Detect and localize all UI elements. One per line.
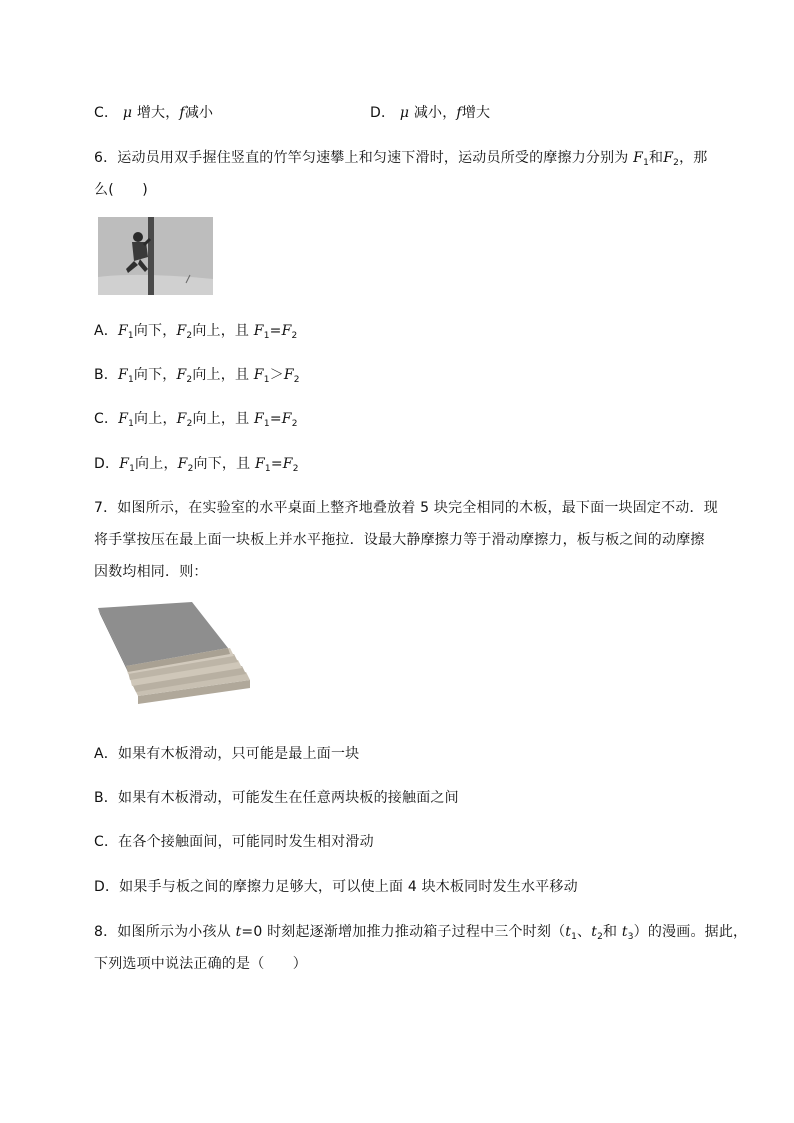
force-symbol: F xyxy=(119,456,130,472)
force-symbol: F xyxy=(117,323,128,339)
option-text: 减小 xyxy=(184,105,214,121)
time-symbol: t xyxy=(565,924,572,940)
relation-sign: = xyxy=(270,456,283,472)
q7-stem-line1 xyxy=(94,497,718,517)
relation-sign: = xyxy=(269,323,282,339)
q6-stem-text: 6．运动员用双手握住竖直的竹竿匀速攀上和匀速下滑时，运动员所受的摩擦力分别为 xyxy=(94,150,634,166)
option-text: 向上，且 xyxy=(192,323,254,339)
force-symbol: F xyxy=(176,323,187,339)
subscript: 2 xyxy=(186,375,193,385)
subscript: 2 xyxy=(673,158,680,168)
option-text: 向下， xyxy=(133,323,177,339)
q5-option-d xyxy=(370,102,490,122)
force-symbol: F xyxy=(281,323,292,339)
option-text: 向下， xyxy=(133,367,177,383)
stacked-boards-illustration xyxy=(96,600,256,712)
subscript: 2 xyxy=(291,419,298,429)
mu-symbol: μ xyxy=(122,105,133,121)
force-symbol: F xyxy=(118,411,129,427)
option-letter: A． xyxy=(94,323,118,339)
subscript: 2 xyxy=(293,375,300,385)
option-text: 向下，且 xyxy=(193,456,255,472)
force-symbol: F xyxy=(253,411,264,427)
subscript: 1 xyxy=(264,464,271,474)
force-symbol: F xyxy=(281,411,292,427)
subscript: 1 xyxy=(129,464,136,474)
q6-stem-text: 和 xyxy=(649,150,664,166)
option-text: B．如果有木板滑动，可能发生在任意两块板的接触面之间 xyxy=(94,790,459,806)
q7-stem-text: 因数均相同．则： xyxy=(94,564,208,580)
q6-option-a xyxy=(94,320,297,340)
q7-stem-line3 xyxy=(94,561,208,581)
force-symbol: F xyxy=(633,150,644,166)
subscript: 1 xyxy=(127,331,134,341)
q6-stem-text: 么( ) xyxy=(94,182,148,198)
q8-stem-text: 、 xyxy=(577,924,592,940)
q7-option-d xyxy=(94,876,578,896)
subscript: 2 xyxy=(186,331,193,341)
subscript: 1 xyxy=(128,419,135,429)
q7-option-c xyxy=(94,831,374,851)
subscript: 1 xyxy=(263,331,270,341)
f-symbol: f xyxy=(456,105,462,121)
climber-illustration xyxy=(98,217,213,295)
q6-option-d xyxy=(94,453,299,473)
subscript: 2 xyxy=(291,331,298,341)
relation-sign: = xyxy=(269,411,282,427)
subscript: 3 xyxy=(627,932,634,942)
option-text: 向上， xyxy=(134,411,177,427)
q6-stem-line2 xyxy=(94,179,148,199)
force-symbol: F xyxy=(176,411,187,427)
q8-stem-line2 xyxy=(94,953,307,973)
subscript: 1 xyxy=(571,932,578,942)
q8-stem-text: ）的漫画。据此， xyxy=(633,924,748,940)
option-text: D．如果手与板之间的摩擦力足够大，可以使上面 4 块木板同时发生水平移动 xyxy=(94,879,578,895)
option-text: C．在各个接触面间，可能同时发生相对滑动 xyxy=(94,834,374,850)
q7-stacked-boards-figure xyxy=(96,600,256,712)
q7-stem-text: 将手掌按压在最上面一块板上并水平拖拉．设最大静摩擦力等于滑动摩擦力，板与板之间的动摩擦 xyxy=(94,532,705,548)
q8-stem-line1 xyxy=(94,921,747,941)
option-letter: C． xyxy=(94,411,119,427)
q6-option-c xyxy=(94,408,298,428)
q8-stem-text: 和 xyxy=(603,924,622,940)
q5-option-c xyxy=(94,102,213,122)
option-text: 增大， xyxy=(136,105,180,121)
q7-stem-line2 xyxy=(94,529,705,549)
q8-stem-text: 8．如图所示为小孩从 xyxy=(94,924,236,940)
climber-head xyxy=(133,232,143,242)
force-symbol: F xyxy=(177,456,188,472)
q6-climber-photo xyxy=(98,217,213,295)
q8-stem-text: =0 时刻起逐渐增加推力推动箱子过程中三个时刻（ xyxy=(241,924,566,940)
subscript: 2 xyxy=(597,932,604,942)
subscript: 1 xyxy=(643,158,650,168)
relation-sign: ＞ xyxy=(269,367,284,383)
option-text: 增大 xyxy=(461,105,491,121)
force-symbol: F xyxy=(253,367,264,383)
q6-stem-text: ，那 xyxy=(679,150,708,166)
option-letter: D． xyxy=(370,105,396,121)
option-letter: D． xyxy=(94,456,120,472)
force-symbol: F xyxy=(176,367,187,383)
option-letter: B． xyxy=(94,367,119,383)
subscript: 2 xyxy=(187,464,194,474)
option-text: 减小， xyxy=(413,105,457,121)
force-symbol: F xyxy=(663,150,674,166)
option-text: A．如果有木板滑动，只可能是最上面一块 xyxy=(94,746,360,762)
q7-option-a xyxy=(94,743,359,763)
subscript: 2 xyxy=(292,464,299,474)
subscript: 2 xyxy=(186,419,193,429)
q6-option-b xyxy=(94,364,300,384)
q6-stem-line1 xyxy=(94,147,707,167)
q7-stem-text: 7．如图所示，在实验室的水平桌面上整齐地叠放着 5 块完全相同的木板，最下面一块固定不动．现 xyxy=(94,500,718,516)
f-symbol: f xyxy=(179,105,185,121)
force-symbol: F xyxy=(253,323,264,339)
subscript: 1 xyxy=(263,375,270,385)
force-symbol: F xyxy=(282,456,293,472)
force-symbol: F xyxy=(254,456,265,472)
option-text: 向上，且 xyxy=(192,367,254,383)
q8-stem-text: 下列选项中说法正确的是（ ） xyxy=(94,956,307,972)
q7-option-b xyxy=(94,787,459,807)
option-letter: C． xyxy=(94,105,119,121)
option-text: 向上， xyxy=(135,456,178,472)
bamboo-pole xyxy=(148,217,154,295)
force-symbol: F xyxy=(283,367,294,383)
time-symbol: t xyxy=(235,924,242,940)
force-symbol: F xyxy=(118,367,128,383)
mu-symbol: μ xyxy=(399,105,410,121)
subscript: 1 xyxy=(127,375,134,385)
option-text: 向上，且 xyxy=(192,411,254,427)
time-symbol: t xyxy=(591,924,598,940)
time-symbol: t xyxy=(621,924,628,940)
subscript: 1 xyxy=(263,419,270,429)
